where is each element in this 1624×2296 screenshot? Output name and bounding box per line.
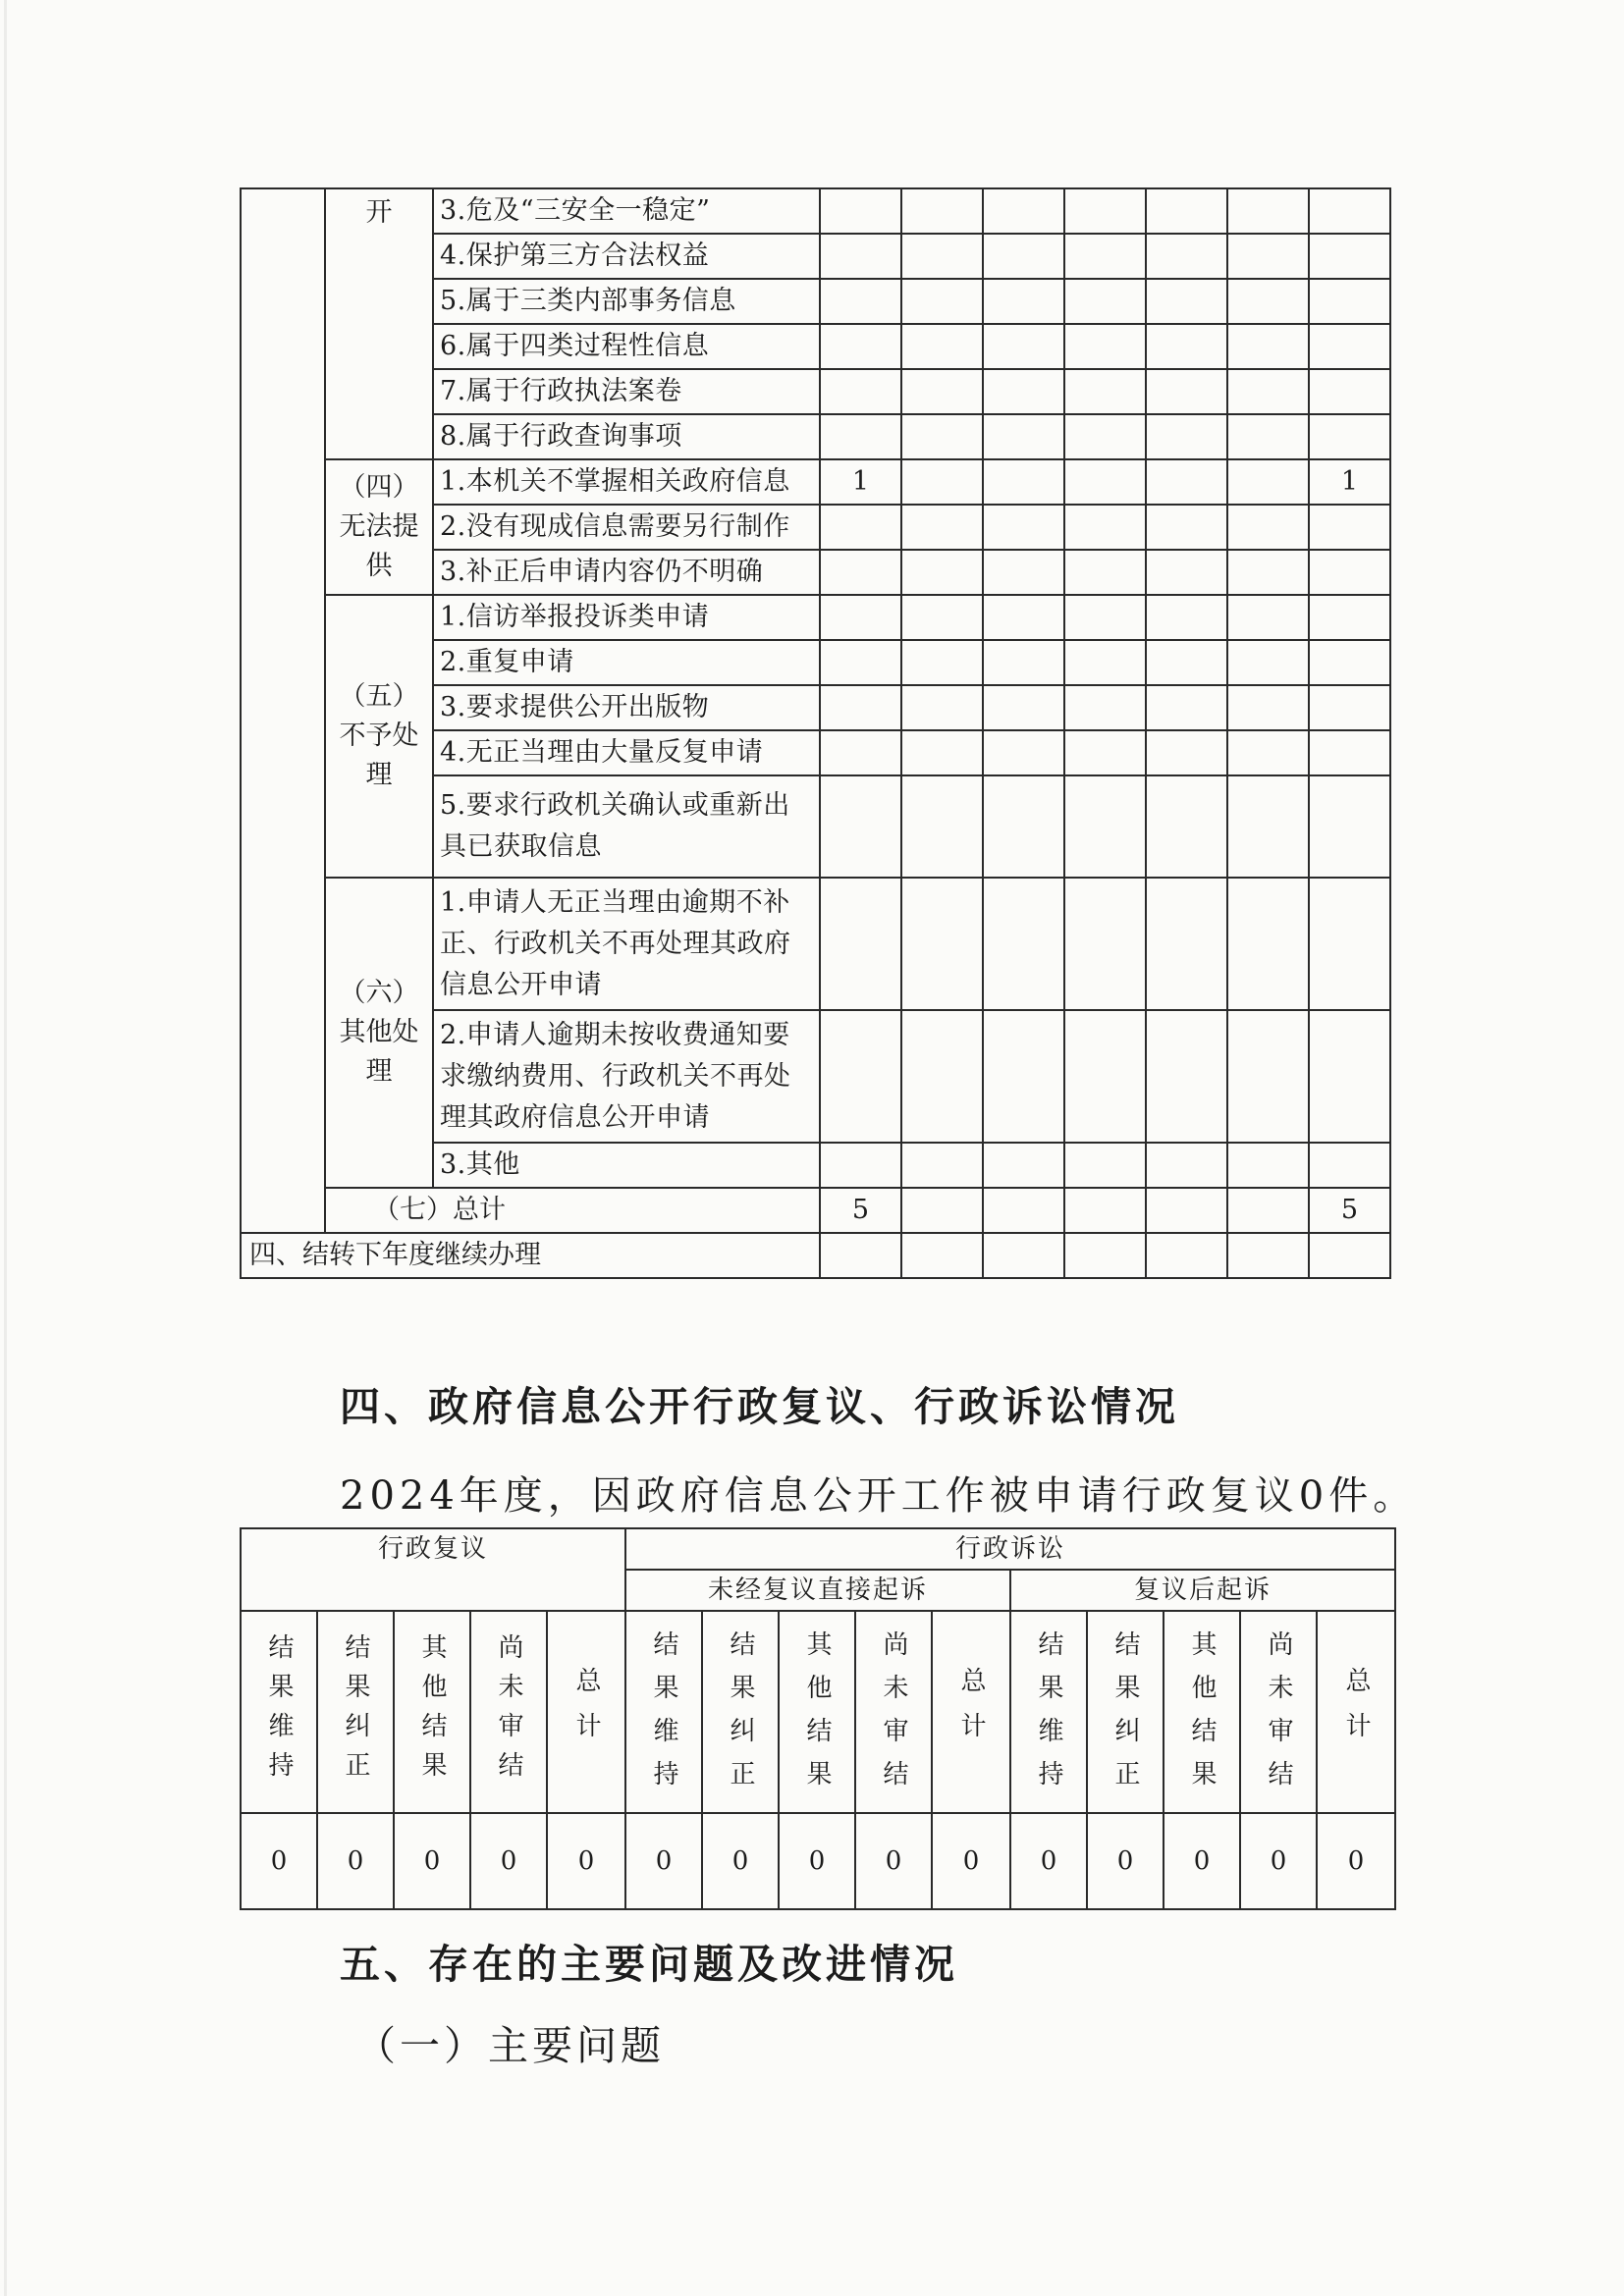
carryover-label: 四、结转下年度继续办理 [241,1233,820,1278]
category-cell: 开 [325,188,433,459]
subsection-heading: （一）主要问题 [355,2022,665,2069]
count-cell: 1 [1309,459,1390,505]
scan-page-edge [4,0,7,2296]
item-cell: 3.要求提供公开出版物 [433,685,820,730]
category-cell: （四） 无法提 供 [325,459,433,595]
column-header: 结果维持 [1010,1611,1087,1813]
value-cell: 0 [394,1813,470,1909]
table-row [241,459,1390,505]
table-row [241,1813,1395,1909]
item-cell: 1.申请人无正当理由逾期不补 正、行政机关不再处理其政府 信息公开申请 [433,878,820,1010]
value-cell: 0 [470,1813,547,1909]
column-header: 其他结果 [1164,1611,1240,1813]
item-cell: 8.属于行政查询事项 [433,414,820,459]
item-cell: 3.危及“三安全一稳定” [433,188,820,234]
column-header: 结果维持 [241,1611,317,1813]
category-cell: （六） 其他处 理 [325,878,433,1188]
column-header: 总计 [1317,1611,1395,1813]
count-cell: 1 [820,459,901,505]
item-cell: 1.本机关不掌握相关政府信息 [433,459,820,505]
value-cell: 0 [1240,1813,1317,1909]
section-paragraph: 2024年度，因政府信息公开工作被申请行政复议0件。 [340,1473,1418,1519]
column-header: 总计 [932,1611,1010,1813]
item-cell: 3.补正后申请内容仍不明确 [433,550,820,595]
item-cell: 3.其他 [433,1143,820,1188]
table-row-total [241,1188,1390,1233]
value-cell: 0 [779,1813,855,1909]
column-header: 其他结果 [779,1611,855,1813]
application-handling-table [240,187,1391,1279]
item-cell: 2.申请人逾期未按收费通知要 求缴纳费用、行政机关不再处 理其政府信息公开申请 [433,1010,820,1143]
item-cell: 2.没有现成信息需要另行制作 [433,505,820,550]
value-cell: 0 [1010,1813,1087,1909]
value-cell: 0 [932,1813,1010,1909]
count-cell: 5 [1309,1188,1390,1233]
value-cell: 0 [625,1813,702,1909]
after-review-suit-header: 复议后起诉 [1010,1570,1395,1611]
item-cell: 7.属于行政执法案卷 [433,369,820,414]
item-cell: 2.重复申请 [433,640,820,685]
column-header: 其他结果 [394,1611,470,1813]
column-header: 结果纠正 [317,1611,394,1813]
section-heading: 四、政府信息公开行政复议、行政诉讼情况 [340,1383,1179,1430]
table-row [241,595,1390,640]
section-heading: 五、存在的主要问题及改进情况 [340,1941,958,1988]
item-cell: 5.属于三类内部事务信息 [433,279,820,324]
value-cell: 0 [547,1813,625,1909]
litigation-group-header: 行政诉讼 [625,1528,1395,1570]
value-cell: 0 [1317,1813,1395,1909]
column-header: 结果维持 [625,1611,702,1813]
table-row-carryover [241,1233,1390,1278]
category-cell: （五） 不予处 理 [325,595,433,878]
direct-suit-header: 未经复议直接起诉 [625,1570,1010,1611]
review-group-header: 行政复议 [241,1528,625,1611]
value-cell: 0 [855,1813,932,1909]
item-cell: 6.属于四类过程性信息 [433,324,820,369]
column-header: 尚未审结 [1240,1611,1317,1813]
table-row [241,1611,1395,1813]
column-header: 总计 [547,1611,625,1813]
review-litigation-table [240,1527,1396,1910]
total-label: （七）总计 [325,1188,820,1233]
item-cell: 4.无正当理由大量反复申请 [433,730,820,775]
column-header: 尚未审结 [855,1611,932,1813]
value-cell: 0 [1087,1813,1164,1909]
table-row [241,188,1390,234]
item-cell: 5.要求行政机关确认或重新出 具已获取信息 [433,775,820,878]
column-header: 结果纠正 [702,1611,779,1813]
blank-left-column [241,188,325,1233]
column-header: 结果纠正 [1087,1611,1164,1813]
item-cell: 4.保护第三方合法权益 [433,234,820,279]
count-cell: 5 [820,1188,901,1233]
value-cell: 0 [317,1813,394,1909]
item-cell: 1.信访举报投诉类申请 [433,595,820,640]
column-header: 尚未审结 [470,1611,547,1813]
table-row [241,1528,1395,1570]
value-cell: 0 [702,1813,779,1909]
value-cell: 0 [1164,1813,1240,1909]
table-row [241,878,1390,1010]
value-cell: 0 [241,1813,317,1909]
